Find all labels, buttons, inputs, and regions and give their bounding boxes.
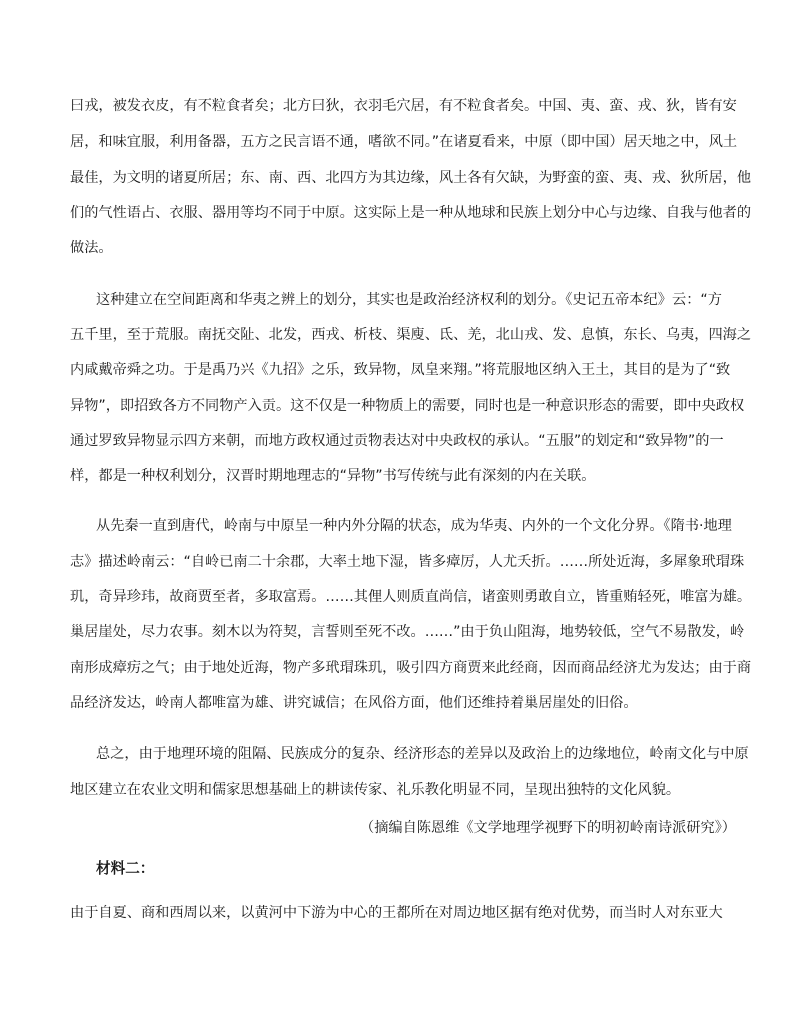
text-line: 从先秦一直到唐代，岭南与中原呈一种内外分隔的状态，成为华夷、内外的一个文化分界。《隋书·地理 [96,518,732,534]
text-line: 南形成瘴疠之气；由于地处近海，物产多玳瑁珠玑，吸引四方商贾来此经商，因而商品经济尤为发达；由于商 [70,660,752,676]
text-line: 最佳，为文明的诸夏所居；东、南、西、北四方为其边缘，风土各有欠缺，为野蛮的蛮、夷、戎、狄所居，他 [70,170,752,186]
text-line: 样，都是一种权利划分，汉晋时期地理志的“异物”书写传统与此有深刻的内在关联。 [70,468,596,484]
text-line: 这种建立在空间距离和华夷之辨上的划分，其实也是政治经济权利的划分。《史记五帝本纪》云：“方 [96,292,722,308]
text-line: 五千里，至于荒服。南抚交阯、北发，西戎、析枝、渠廋、氐、羌，北山戎、发、息慎，东长、乌夷，四海之 [70,327,752,343]
text-line: 通过罗致异物显示四方来朝，而地方政权通过贡物表达对中央政权的承认。“五服”的划定和“致异物”的一 [70,433,724,449]
text-line: 由于自夏、商和西周以来，以黄河中下游为中心的王都所在对周边地区据有绝对优势，而当时人对东亚大 [70,905,723,921]
text-line: 品经济发达，岭南人都唯富为雄、讲究诚信；在风俗方面，他们还维持着巢居崖处的旧俗。 [70,695,638,711]
text-line: 内咸戴帝舜之功。于是禹乃兴《九招》之乐，致异物，凤皇来翔。”将荒服地区纳入王土，其目的是为了“致 [70,362,731,378]
source-citation: （摘编自陈恩维《文学地理学视野下的明初岭南诗派研究》） [360,820,736,836]
text-line: 做法。 [70,240,113,256]
text-line: 玑，奇异珍玮，故商贾至者，多取富焉。……其俚人则质直尚信，诸蛮则勇敢自立，皆重贿轻死，唯富为雄。 [70,589,752,605]
text-line: 们的气性语占、衣服、器用等均不同于中原。这实际上是一种从地球和民族上划分中心与边缘、自我与他者的 [70,205,752,221]
text-line: 地区建立在农业文明和儒家思想基础上的耕读传家、礼乐教化明显不同，呈现出独特的文化风貌。 [70,782,681,798]
text-line: 异物”，即招致各方不同物产入贡。这不仅是一种物质上的需要，同时也是一种意识形态的需要，即中央政权 [70,398,745,414]
text-line: 总之，由于地理环境的阻隔、民族成分的复杂、经济形态的差异以及政治上的边缘地位，岭南文化与中原 [96,746,749,762]
text-line: 居，和味宜服，利用备器，五方之民言语不通，嗜欲不同。”在诸夏看来，中原（即中国）居天地之中，风土 [70,134,738,150]
text-line: 曰戎，被发衣皮，有不粒食者矣；北方曰狄，衣羽毛穴居，有不粒食者矣。中国、夷、蛮、戎、狄，皆有安 [70,98,737,114]
text-line: 巢居崖处，尽力农事。刻木以为符契，言誓则至死不改。……”由于负山阻海，地势较低，空气不易散发，岭 [70,624,745,640]
text-line: 志》描述岭南云：“自岭已南二十余郡，大率土地下湿，皆多瘴厉，人尤夭折。……所处近海，多犀象玳瑁珠 [70,554,745,570]
section-heading: 材料二： [96,860,155,877]
